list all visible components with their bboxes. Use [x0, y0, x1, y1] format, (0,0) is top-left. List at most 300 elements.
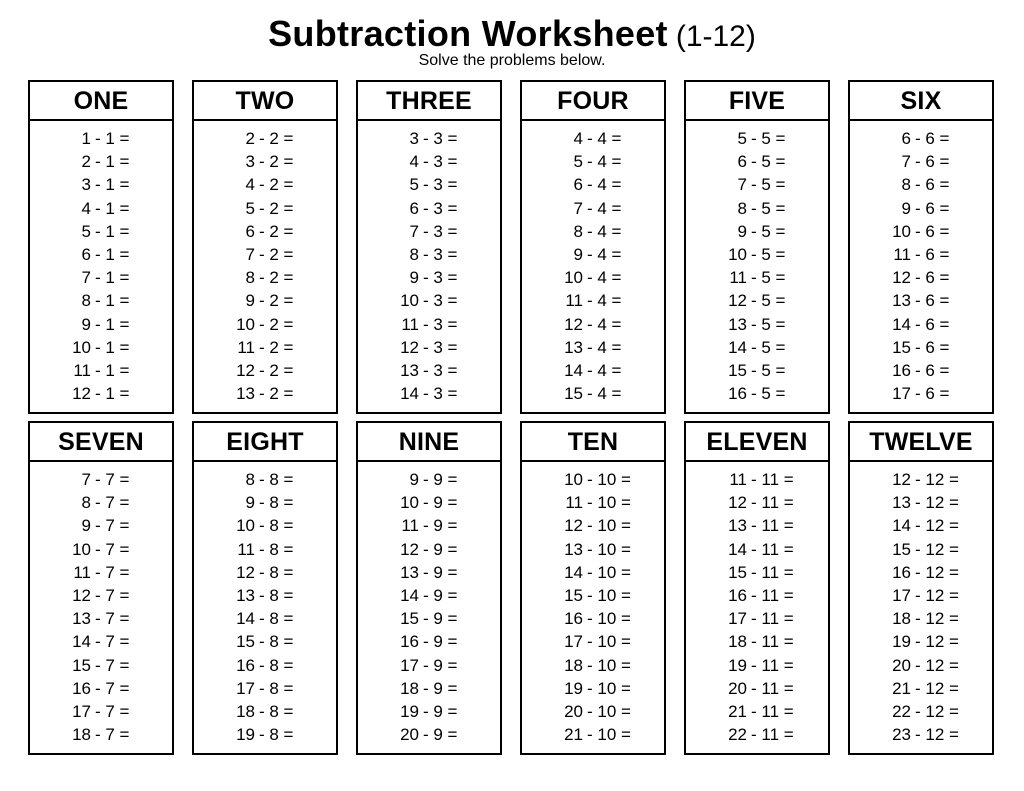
subtrahend-equals: - 9 = [423, 655, 458, 675]
subtrahend-equals: - 5 = [751, 244, 786, 264]
subtrahend-equals: - 4 = [587, 198, 622, 218]
minuend: 10 [892, 221, 911, 241]
minuend: 2 [81, 152, 91, 172]
minuend: 3 [81, 175, 91, 195]
problem-row [686, 538, 828, 561]
problem-row [194, 700, 336, 723]
problem-row [30, 584, 172, 607]
table-four [520, 80, 666, 414]
minuend: 9 [409, 470, 419, 489]
subtrahend-equals: - 3 = [423, 337, 458, 357]
subtrahend-equals: - 7 = [95, 539, 130, 559]
minuend: 9 [409, 268, 419, 288]
subtrahend-equals: - 5 = [751, 268, 786, 288]
problem-row [30, 220, 172, 243]
problem-row [522, 382, 664, 405]
subtrahend-equals: - 2 = [259, 221, 294, 241]
table-heading: NINE [358, 423, 500, 462]
subtrahend-equals: - 2 = [259, 198, 294, 218]
minuend: 10 [728, 244, 747, 264]
minuend: 11 [73, 562, 91, 582]
problem-row [194, 468, 336, 491]
minuend: 13 [236, 585, 255, 605]
problem-row [30, 197, 172, 220]
subtrahend-equals: - 8 = [259, 701, 294, 721]
subtrahend-equals: - 12 = [915, 701, 959, 721]
problem-row [358, 382, 500, 405]
subtrahend-equals: - 2 = [259, 175, 294, 195]
minuend: 6 [737, 152, 747, 172]
subtrahend-equals: - 8 = [259, 562, 294, 582]
minuend: 8 [409, 244, 419, 264]
problem-row [522, 584, 664, 607]
minuend: 7 [737, 175, 747, 195]
minuend: 18 [728, 632, 747, 652]
subtrahend-equals: - 7 = [95, 655, 130, 675]
problem-row [850, 359, 992, 382]
subtrahend-equals: - 12 = [915, 609, 959, 629]
problem-list [358, 121, 500, 405]
problem-row [194, 654, 336, 677]
problem-row [358, 150, 500, 173]
problem-row [522, 313, 664, 336]
minuend: 19 [564, 678, 583, 698]
minuend: 11 [729, 470, 747, 489]
problem-row [358, 677, 500, 700]
problem-row [194, 150, 336, 173]
problem-row [522, 677, 664, 700]
problem-row [194, 127, 336, 150]
subtrahend-equals: - 11 = [751, 678, 794, 698]
minuend: 14 [564, 360, 583, 380]
subtrahend-equals: - 5 = [751, 384, 786, 404]
minuend: 5 [573, 152, 583, 172]
problem-row [850, 561, 992, 584]
minuend: 14 [236, 609, 255, 629]
minuend: 17 [892, 384, 911, 404]
subtrahend-equals: - 2 = [259, 244, 294, 264]
problem-row [850, 243, 992, 266]
problem-list [686, 121, 828, 405]
problem-row [522, 723, 664, 746]
subtrahend-equals: - 2 = [259, 291, 294, 311]
minuend: 12 [564, 314, 583, 334]
subtrahend-equals: - 4 = [587, 221, 622, 241]
subtrahend-equals: - 4 = [587, 360, 622, 380]
subtrahend-equals: - 3 = [423, 129, 458, 148]
minuend: 6 [245, 221, 255, 241]
minuend: 8 [737, 198, 747, 218]
subtrahend-equals: - 7 = [95, 516, 130, 536]
subtrahend-equals: - 1 = [95, 244, 130, 264]
problem-row [30, 654, 172, 677]
minuend: 3 [409, 129, 419, 148]
minuend: 21 [892, 678, 911, 698]
problem-row [194, 677, 336, 700]
minuend: 11 [565, 493, 583, 513]
minuend: 6 [901, 129, 911, 148]
minuend: 13 [728, 314, 747, 334]
subtrahend-equals: - 12 = [915, 539, 959, 559]
problem-row [358, 630, 500, 653]
minuend: 16 [892, 562, 911, 582]
table-heading: FIVE [686, 82, 828, 121]
subtrahend-equals: - 11 = [751, 725, 794, 745]
minuend: 19 [892, 632, 911, 652]
subtrahend-equals: - 8 = [259, 678, 294, 698]
minuend: 12 [236, 562, 255, 582]
problem-row [686, 173, 828, 196]
minuend: 12 [400, 337, 419, 357]
subtrahend-equals: - 5 = [751, 198, 786, 218]
minuend: 10 [72, 337, 91, 357]
problem-row [850, 382, 992, 405]
subtrahend-equals: - 4 = [587, 129, 622, 148]
problem-list [686, 462, 828, 746]
subtrahend-equals: - 7 = [95, 678, 130, 698]
subtrahend-equals: - 10 = [587, 493, 631, 513]
problem-row [522, 630, 664, 653]
problem-row [850, 723, 992, 746]
subtrahend-equals: - 10 = [587, 655, 631, 675]
table-eight [192, 421, 338, 755]
problem-row [686, 313, 828, 336]
title-range: (1-12) [675, 20, 756, 53]
minuend: 10 [400, 291, 419, 311]
minuend: 12 [892, 268, 911, 288]
subtrahend-equals: - 7 = [95, 632, 130, 652]
problem-row [358, 127, 500, 150]
minuend: 21 [564, 725, 583, 745]
subtrahend-equals: - 9 = [423, 516, 458, 536]
subtrahend-equals: - 10 = [587, 516, 631, 536]
problem-row [358, 243, 500, 266]
subtrahend-equals: - 4 = [587, 244, 622, 264]
subtrahend-equals: - 4 = [587, 337, 622, 357]
subtrahend-equals: - 11 = [751, 470, 794, 489]
subtrahend-equals: - 5 = [751, 152, 786, 172]
problem-row [522, 491, 664, 514]
subtrahend-equals: - 11 = [751, 539, 794, 559]
problem-row [30, 173, 172, 196]
problem-row [522, 197, 664, 220]
minuend: 12 [728, 291, 747, 311]
problem-row [522, 173, 664, 196]
minuend: 15 [400, 609, 419, 629]
minuend: 10 [400, 493, 419, 513]
minuend: 8 [81, 291, 91, 311]
problem-row [358, 514, 500, 537]
subtrahend-equals: - 7 = [95, 701, 130, 721]
minuend: 9 [245, 493, 255, 513]
minuend: 15 [728, 360, 747, 380]
minuend: 4 [573, 129, 583, 148]
subtrahend-equals: - 7 = [95, 562, 130, 582]
subtrahend-equals: - 8 = [259, 516, 294, 536]
minuend: 5 [409, 175, 419, 195]
table-seven [28, 421, 174, 755]
problem-row [686, 723, 828, 746]
problem-row [194, 382, 336, 405]
minuend: 13 [728, 516, 747, 536]
subtrahend-equals: - 2 = [259, 314, 294, 334]
minuend: 13 [564, 539, 583, 559]
problem-row [686, 677, 828, 700]
subtrahend-equals: - 9 = [423, 585, 458, 605]
subtrahend-equals: - 6 = [915, 337, 950, 357]
minuend: 6 [409, 198, 419, 218]
title-text: Subtraction Worksheet [268, 13, 668, 54]
problem-row [30, 289, 172, 312]
table-heading: EIGHT [194, 423, 336, 462]
problem-list [850, 462, 992, 746]
subtrahend-equals: - 7 = [95, 609, 130, 629]
problem-row [522, 289, 664, 312]
subtrahend-equals: - 11 = [751, 493, 794, 513]
subtrahend-equals: - 3 = [423, 360, 458, 380]
problem-row [522, 243, 664, 266]
minuend: 8 [901, 175, 911, 195]
subtrahend-equals: - 12 = [915, 585, 959, 605]
subtrahend-equals: - 2 = [259, 384, 294, 404]
subtrahend-equals: - 8 = [259, 632, 294, 652]
subtrahend-equals: - 4 = [587, 268, 622, 288]
problem-row [358, 607, 500, 630]
problem-row [358, 561, 500, 584]
subtrahend-equals: - 9 = [423, 470, 458, 489]
table-heading: ONE [30, 82, 172, 121]
problem-row [30, 700, 172, 723]
problem-row [850, 173, 992, 196]
problem-row [194, 630, 336, 653]
problem-row [30, 561, 172, 584]
problem-row [686, 514, 828, 537]
problem-row [194, 359, 336, 382]
problem-row [522, 127, 664, 150]
problem-row [358, 538, 500, 561]
problem-list [850, 121, 992, 405]
subtrahend-equals: - 4 = [587, 291, 622, 311]
minuend: 22 [892, 701, 911, 721]
problem-row [30, 150, 172, 173]
problem-row [686, 289, 828, 312]
minuend: 18 [564, 655, 583, 675]
minuend: 7 [901, 152, 911, 172]
subtrahend-equals: - 10 = [587, 725, 631, 745]
problem-row [522, 150, 664, 173]
subtrahend-equals: - 6 = [915, 244, 950, 264]
subtrahend-equals: - 5 = [751, 314, 786, 334]
minuend: 10 [564, 470, 583, 489]
problem-row [358, 468, 500, 491]
table-heading: FOUR [522, 82, 664, 121]
minuend: 7 [573, 198, 583, 218]
minuend: 15 [892, 539, 911, 559]
problem-row [358, 266, 500, 289]
minuend: 10 [564, 268, 583, 288]
minuend: 14 [892, 516, 911, 536]
minuend: 16 [564, 609, 583, 629]
problem-row [522, 654, 664, 677]
minuend: 7 [245, 244, 255, 264]
minuend: 12 [400, 539, 419, 559]
minuend: 11 [73, 360, 91, 380]
problem-list [30, 462, 172, 746]
subtrahend-equals: - 5 = [751, 175, 786, 195]
problem-list [194, 121, 336, 405]
subtrahend-equals: - 1 = [95, 314, 130, 334]
subtrahend-equals: - 1 = [95, 198, 130, 218]
subtrahend-equals: - 2 = [259, 268, 294, 288]
problem-row [686, 220, 828, 243]
instructions: Solve the problems below. [418, 52, 606, 69]
minuend: 14 [564, 562, 583, 582]
problem-row [850, 514, 992, 537]
minuend: 14 [400, 384, 419, 404]
minuend: 9 [81, 516, 91, 536]
problem-row [358, 197, 500, 220]
problem-row [358, 336, 500, 359]
problem-row [30, 607, 172, 630]
subtrahend-equals: - 6 = [915, 129, 950, 148]
minuend: 14 [72, 632, 91, 652]
subtrahend-equals: - 12 = [915, 678, 959, 698]
subtrahend-equals: - 2 = [259, 152, 294, 172]
problem-row [194, 173, 336, 196]
minuend: 17 [400, 655, 419, 675]
problem-row [194, 607, 336, 630]
subtrahend-equals: - 6 = [915, 268, 950, 288]
problem-row [194, 584, 336, 607]
table-heading: ELEVEN [686, 423, 828, 462]
minuend: 18 [892, 609, 911, 629]
minuend: 15 [564, 585, 583, 605]
problem-row [686, 607, 828, 630]
subtrahend-equals: - 3 = [423, 152, 458, 172]
minuend: 20 [564, 701, 583, 721]
subtrahend-equals: - 8 = [259, 470, 294, 489]
subtrahend-equals: - 6 = [915, 175, 950, 195]
problem-row [850, 266, 992, 289]
subtrahend-equals: - 11 = [751, 701, 794, 721]
problem-row [686, 336, 828, 359]
subtrahend-equals: - 7 = [95, 585, 130, 605]
problem-row [358, 220, 500, 243]
subtrahend-equals: - 5 = [751, 221, 786, 241]
problem-row [686, 382, 828, 405]
minuend: 17 [564, 632, 583, 652]
problem-row [30, 514, 172, 537]
minuend: 13 [892, 291, 911, 311]
subtrahend-equals: - 9 = [423, 678, 458, 698]
problem-row [850, 468, 992, 491]
subtrahend-equals: - 4 = [587, 384, 622, 404]
problem-row [194, 197, 336, 220]
problem-row [522, 468, 664, 491]
minuend: 17 [728, 609, 747, 629]
subtrahend-equals: - 10 = [587, 539, 631, 559]
problem-row [30, 359, 172, 382]
subtrahend-equals: - 8 = [259, 493, 294, 513]
minuend: 15 [236, 632, 255, 652]
table-ten [520, 421, 666, 755]
subtrahend-equals: - 3 = [423, 175, 458, 195]
subtrahend-equals: - 8 = [259, 585, 294, 605]
minuend: 5 [81, 221, 91, 241]
minuend: 9 [245, 291, 255, 311]
minuend: 16 [892, 360, 911, 380]
problem-row [358, 313, 500, 336]
minuend: 13 [72, 609, 91, 629]
problem-list [522, 462, 664, 746]
problem-row [686, 243, 828, 266]
minuend: 11 [237, 337, 255, 357]
table-heading: TWELVE [850, 423, 992, 462]
problem-row [686, 700, 828, 723]
minuend: 16 [728, 585, 747, 605]
minuend: 3 [245, 152, 255, 172]
problem-row [686, 654, 828, 677]
problem-row [850, 150, 992, 173]
subtrahend-equals: - 6 = [915, 291, 950, 311]
subtrahend-equals: - 8 = [259, 609, 294, 629]
problem-list [194, 462, 336, 746]
minuend: 6 [573, 175, 583, 195]
problem-row [30, 266, 172, 289]
subtrahend-equals: - 5 = [751, 129, 786, 148]
subtrahend-equals: - 12 = [915, 632, 959, 652]
subtrahend-equals: - 10 = [587, 562, 631, 582]
problem-list [30, 121, 172, 405]
problem-row [194, 266, 336, 289]
subtrahend-equals: - 6 = [915, 384, 950, 404]
minuend: 17 [236, 678, 255, 698]
minuend: 8 [573, 221, 583, 241]
subtrahend-equals: - 12 = [915, 470, 959, 489]
subtrahend-equals: - 8 = [259, 655, 294, 675]
subtrahend-equals: - 8 = [259, 725, 294, 745]
subtrahend-equals: - 9 = [423, 701, 458, 721]
minuend: 12 [564, 516, 583, 536]
subtrahend-equals: - 5 = [751, 337, 786, 357]
problem-row [30, 491, 172, 514]
subtrahend-equals: - 1 = [95, 152, 130, 172]
minuend: 9 [81, 314, 91, 334]
table-eleven [684, 421, 830, 755]
problem-row [522, 359, 664, 382]
minuend: 7 [81, 268, 91, 288]
minuend: 12 [236, 360, 255, 380]
minuend: 10 [72, 539, 91, 559]
problem-row [358, 491, 500, 514]
problem-row [850, 220, 992, 243]
subtrahend-equals: - 10 = [587, 470, 631, 489]
problem-row [686, 561, 828, 584]
minuend: 14 [400, 585, 419, 605]
problem-row [522, 220, 664, 243]
problem-row [30, 336, 172, 359]
subtrahend-equals: - 6 = [915, 152, 950, 172]
subtrahend-equals: - 3 = [423, 268, 458, 288]
subtrahend-equals: - 3 = [423, 198, 458, 218]
problem-row [686, 491, 828, 514]
minuend: 15 [72, 655, 91, 675]
minuend: 13 [400, 562, 419, 582]
minuend: 11 [401, 314, 419, 334]
problem-row [850, 677, 992, 700]
minuend: 8 [245, 268, 255, 288]
minuend: 20 [728, 678, 747, 698]
